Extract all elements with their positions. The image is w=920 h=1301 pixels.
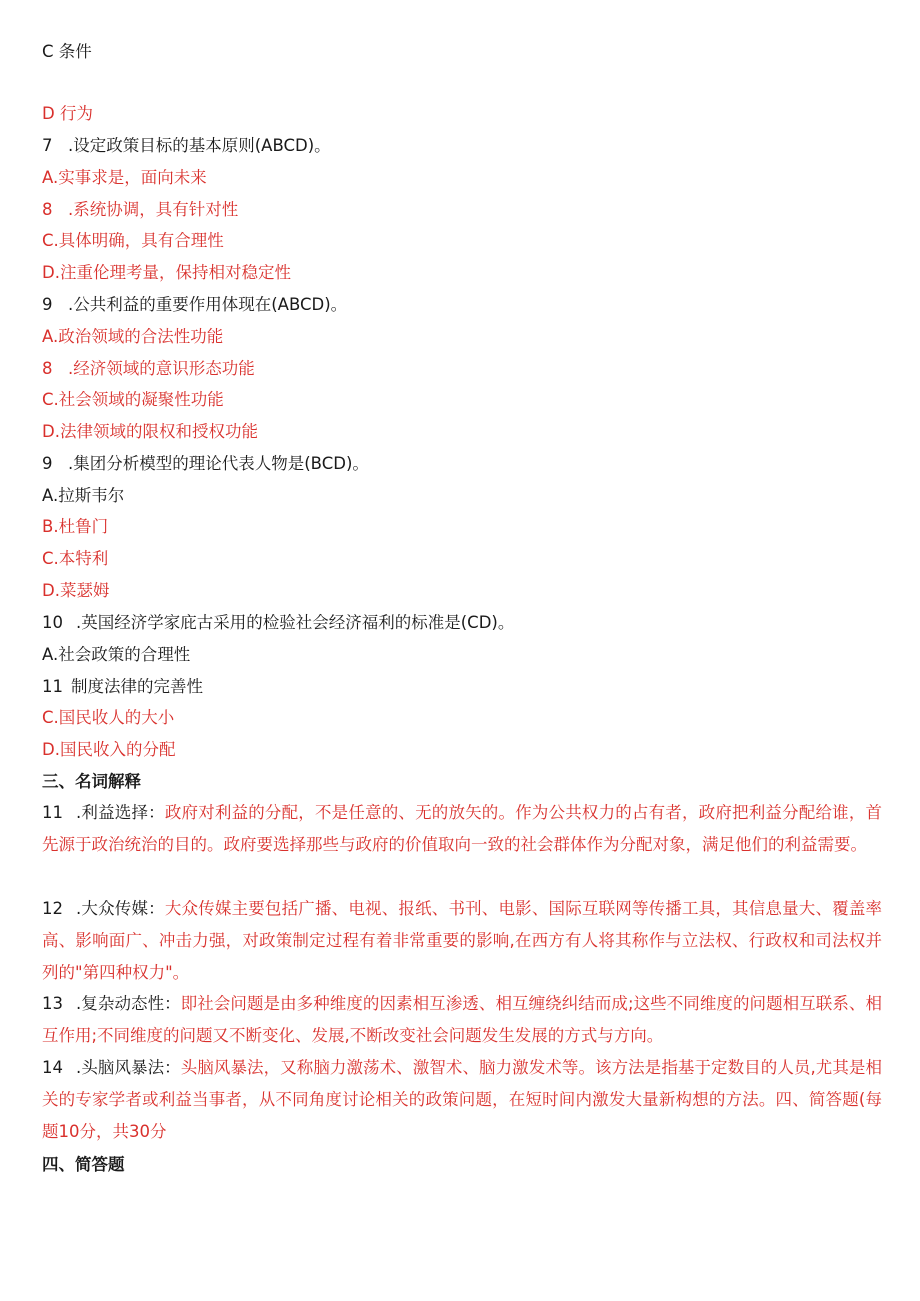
question-line: 9 .集团分析模型的理论代表人物是(BCD)。 bbox=[42, 454, 369, 473]
term-definition: 12 .大众传媒：大众传媒主要包括广播、电视、报纸、书刊、电影、国际互联网等传播工具，其信息量大、覆盖率高、影响面广、冲击力强，对政策制定过程有着非常重要的影响,在西方有人将其称作与立法权、行政权和司法权并列的"第四种权力"。 bbox=[42, 899, 883, 982]
option-line: C.本特利 bbox=[42, 549, 109, 568]
option-line: 8 .系统协调，具有针对性 bbox=[42, 200, 239, 219]
option-line: C.社会领域的凝聚性功能 bbox=[42, 390, 224, 409]
section-heading: 四、简答题 bbox=[42, 1155, 125, 1174]
term-definition: 13 .复杂动态性：即社会问题是由多种维度的因素相互渗透、相互缠绕纠结而成;这些不同维度的问题相互联系、相互作用;不同维度的问题又不断变化、发展,不断改变社会问题发生发展的方式与方向。 bbox=[42, 994, 882, 1045]
option-line: B.杜鲁门 bbox=[42, 517, 109, 536]
option-line: D.注重伦理考量，保持相对稳定性 bbox=[42, 263, 291, 282]
section-heading: 三、名词解释 bbox=[42, 772, 141, 791]
question-line: 9 .公共利益的重要作用体现在(ABCD)。 bbox=[42, 295, 348, 314]
question-line: 10 .英国经济学家庇古采用的检验社会经济福利的标准是(CD)。 bbox=[42, 613, 515, 632]
question-line: 7 .设定政策目标的基本原则(ABCD)。 bbox=[42, 136, 331, 155]
option-line: C 条件 bbox=[42, 42, 92, 61]
option-line: A.拉斯韦尔 bbox=[42, 486, 125, 505]
term-definition: 11 .利益选择：政府对利益的分配，不是任意的、无的放矢的。作为公共权力的占有者，政府把利益分配给谁，首先源于政治统治的目的。政府要选择那些与政府的价值取向一致的社会群体作为分配对象，满足他们的利益需要。 bbox=[42, 803, 883, 854]
option-line: D.国民收入的分配 bbox=[42, 740, 176, 759]
term-definition: 14 .头脑风暴法：头脑风暴法，又称脑力激荡术、激智术、脑力激发术等。该方法是指基于定数目的人员,尤其是相关的专家学者或利益当事者，从不同角度讨论相关的政策问题，在短时间内激发大量新构想的方法。四、简答题(每题10分，共30分 bbox=[42, 1058, 882, 1141]
option-line: D 行为 bbox=[42, 104, 93, 123]
option-line: A.实事求是，面向未来 bbox=[42, 168, 207, 187]
option-line: 8 .经济领域的意识形态功能 bbox=[42, 359, 255, 378]
option-line: C.具体明确，具有合理性 bbox=[42, 231, 224, 250]
option-line: D.法律领域的限权和授权功能 bbox=[42, 422, 258, 441]
option-line: 11 制度法律的完善性 bbox=[42, 677, 203, 696]
option-line: C.国民收人的大小 bbox=[42, 708, 175, 727]
option-line: A.政治领域的合法性功能 bbox=[42, 327, 224, 346]
option-line: D.菜瑟姆 bbox=[42, 581, 110, 600]
option-line: A.社会政策的合理性 bbox=[42, 645, 191, 664]
